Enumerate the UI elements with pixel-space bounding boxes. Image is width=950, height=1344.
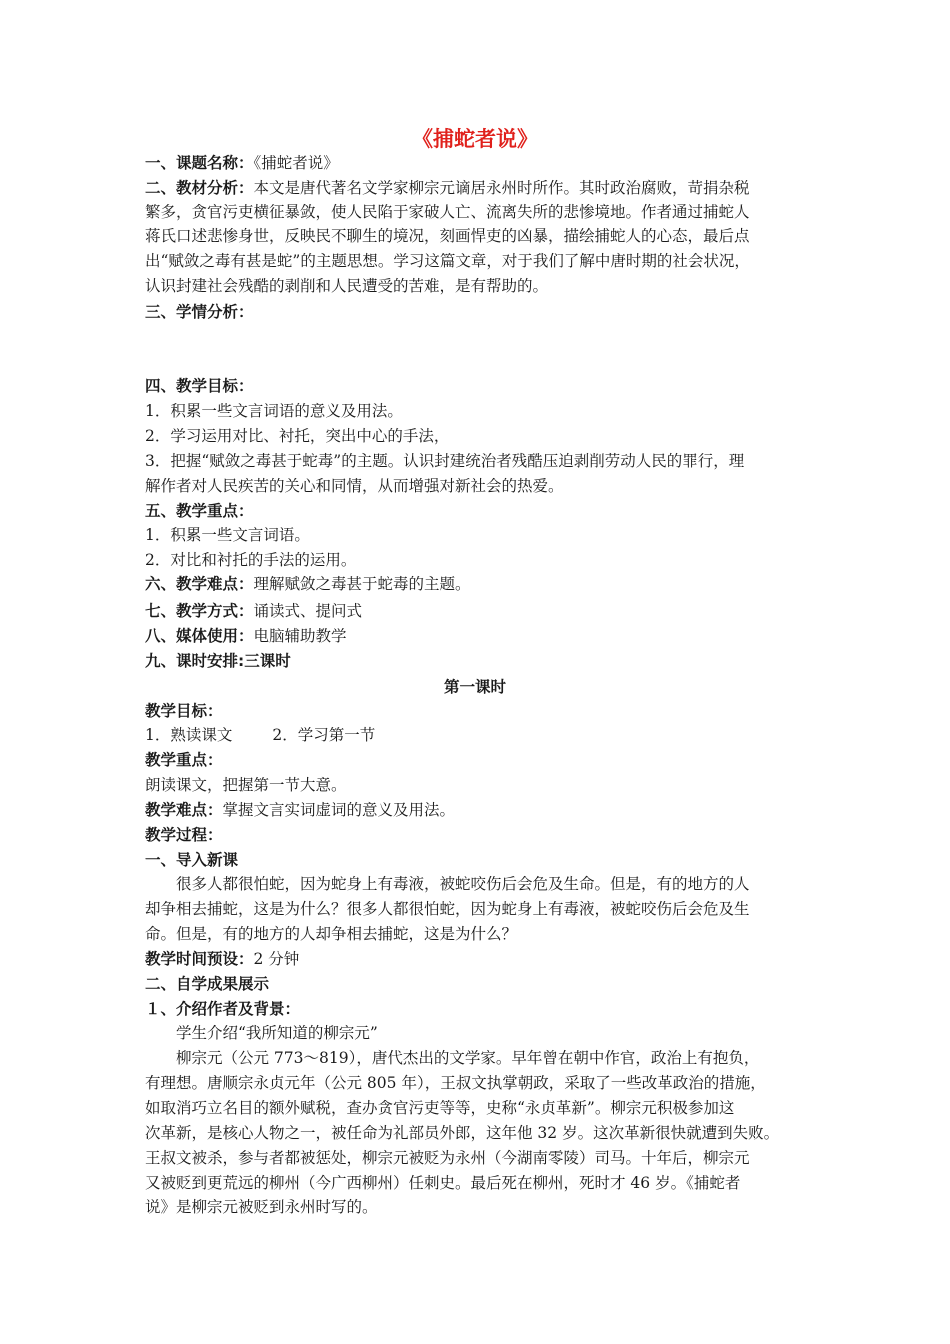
analysis-line-2: 繁多，贪官污吏横征暴敛，使人民陷于家破人亡、流离失所的悲惨境地。作者通过捕蛇人 [145, 203, 750, 221]
method-line [145, 599, 362, 623]
lesson-goal-a: 1．熟读课文 [145, 726, 233, 744]
author-bio-line-5: 王叔文被杀，参与者都被惩处，柳宗元被贬为永州（今湖南零陵）司马。十年后，柳宗元 [145, 1149, 750, 1167]
goal-item-1: 1．积累一些文言词语的意义及用法。 [145, 402, 403, 420]
intro-paragraph-line-3: 命。但是，有的地方的人却争相去捕蛇，这是为什么？ [145, 925, 518, 943]
author-heading: １、介绍作者及背景： [145, 1000, 301, 1018]
time-label: 教学时间预设： [145, 950, 254, 968]
lesson-key-text: 朗读课文，把握第一节大意。 [145, 776, 347, 794]
goal-item-3-cont: 解作者对人民疾苦的关心和同情，从而增强对新社会的热爱。 [145, 477, 564, 495]
difficulty-line [145, 572, 471, 596]
lesson-difficulty-label: 教学难点： [145, 801, 223, 819]
author-bio-line-7: 说》是柳宗元被贬到永州时写的。 [145, 1198, 378, 1216]
learner-analysis-label: 三、学情分析： [145, 303, 254, 321]
lesson-difficulty-line [145, 798, 455, 822]
author-bio-line-6: 又被贬到更荒远的柳州（今广西柳州）任刺史。最后死在柳州，死时才 46 岁。《捕蛇者 [145, 1174, 741, 1192]
lesson-goal-label: 教学目标： [145, 702, 223, 720]
author-bio-line-4: 次革新，是核心人物之一，被任命为礼部员外郎，这年他 32 岁。这次革新很快就遭到失败。 [145, 1124, 780, 1142]
author-bio-line-1: 柳宗元（公元 773～819），唐代杰出的文学家。早年曾在朝中作官，政治上有抱负， [176, 1049, 760, 1067]
schedule-line [145, 649, 291, 673]
media-line [145, 624, 347, 648]
key-points-label: 五、教学重点： [145, 502, 254, 520]
goal-item-2: 2．学习运用对比、衬托，突出中心的手法， [145, 427, 450, 445]
lesson1-heading: 第一课时 [443, 678, 506, 696]
lesson-goal-b: 2．学习第一节 [272, 726, 376, 744]
author-bio-line-2: 有理想。唐顺宗永贞元年（公元 805 年），王叔文执掌朝政，采取了一些改革政治的措施， [145, 1074, 766, 1092]
intro-heading: 一、导入新课 [145, 851, 239, 869]
topic-line [145, 151, 339, 175]
schedule-label: 九、课时安排: [145, 652, 245, 670]
lesson-key-label: 教学重点： [145, 751, 223, 769]
method-text: 诵读式、提问式 [253, 602, 363, 620]
lesson-goal-line [145, 723, 375, 747]
difficulty-label: 六、教学难点： [145, 575, 254, 593]
time-line [145, 947, 299, 971]
analysis-label: 二、教材分析： [145, 179, 254, 197]
analysis-line-1 [145, 176, 750, 200]
self-study-heading: 二、自学成果展示 [145, 975, 270, 993]
author-intro: 学生介绍“我所知道的柳宗元” [176, 1024, 378, 1042]
key-point-1: 1．积累一些文言词语。 [145, 526, 310, 544]
topic-text: 《捕蛇者说》 [253, 154, 339, 172]
media-text: 电脑辅助教学 [253, 627, 347, 645]
intro-paragraph-line-1: 很多人都很怕蛇，因为蛇身上有毒液，被蛇咬伤后会危及生命。但是，有的地方的人 [176, 875, 750, 893]
lesson-difficulty-text: 掌握文言实词虚词的意义及用法。 [222, 801, 456, 819]
topic-label: 一、课题名称： [145, 154, 254, 172]
goals-label: 四、教学目标： [145, 377, 254, 395]
time-text: 2 分钟 [253, 950, 300, 968]
author-bio-line-3: 如取消巧立名目的额外赋税，查办贪官污吏等等，史称“永贞革新”。柳宗元积极参加这 [145, 1099, 735, 1117]
analysis-line-5: 认识封建社会残酷的剥削和人民遭受的苦难，是有帮助的。 [145, 277, 549, 295]
media-label: 八、媒体使用： [145, 627, 254, 645]
schedule-text: 三课时 [244, 652, 291, 670]
process-label: 教学过程： [145, 826, 223, 844]
difficulty-text: 理解赋敛之毒甚于蛇毒的主题。 [253, 575, 471, 593]
analysis-text-1: 本文是唐代著名文学家柳宗元谪居永州时所作。其时政治腐败，苛捐杂税 [253, 179, 750, 197]
analysis-line-4: 出“赋敛之毒有甚是蛇”的主题思想。学习这篇文章，对于我们了解中唐时期的社会状况， [145, 252, 750, 270]
key-point-2: 2．对比和衬托的手法的运用。 [145, 551, 357, 569]
analysis-line-3: 蒋氏口述悲惨身世，反映民不聊生的境况，刻画悍吏的凶暴，描绘捕蛇人的心态，最后点 [145, 227, 750, 245]
intro-paragraph-line-2: 却争相去捕蛇，这是为什么？很多人都很怕蛇，因为蛇身上有毒液，被蛇咬伤后会危及生 [145, 900, 750, 918]
document-title: 《捕蛇者说》 [412, 127, 538, 151]
goal-item-3: 3．把握“赋敛之毒甚于蛇毒”的主题。认识封建统治者残酷压迫剥削劳动人民的罪行，理 [145, 452, 745, 470]
method-label: 七、教学方式： [145, 602, 254, 620]
